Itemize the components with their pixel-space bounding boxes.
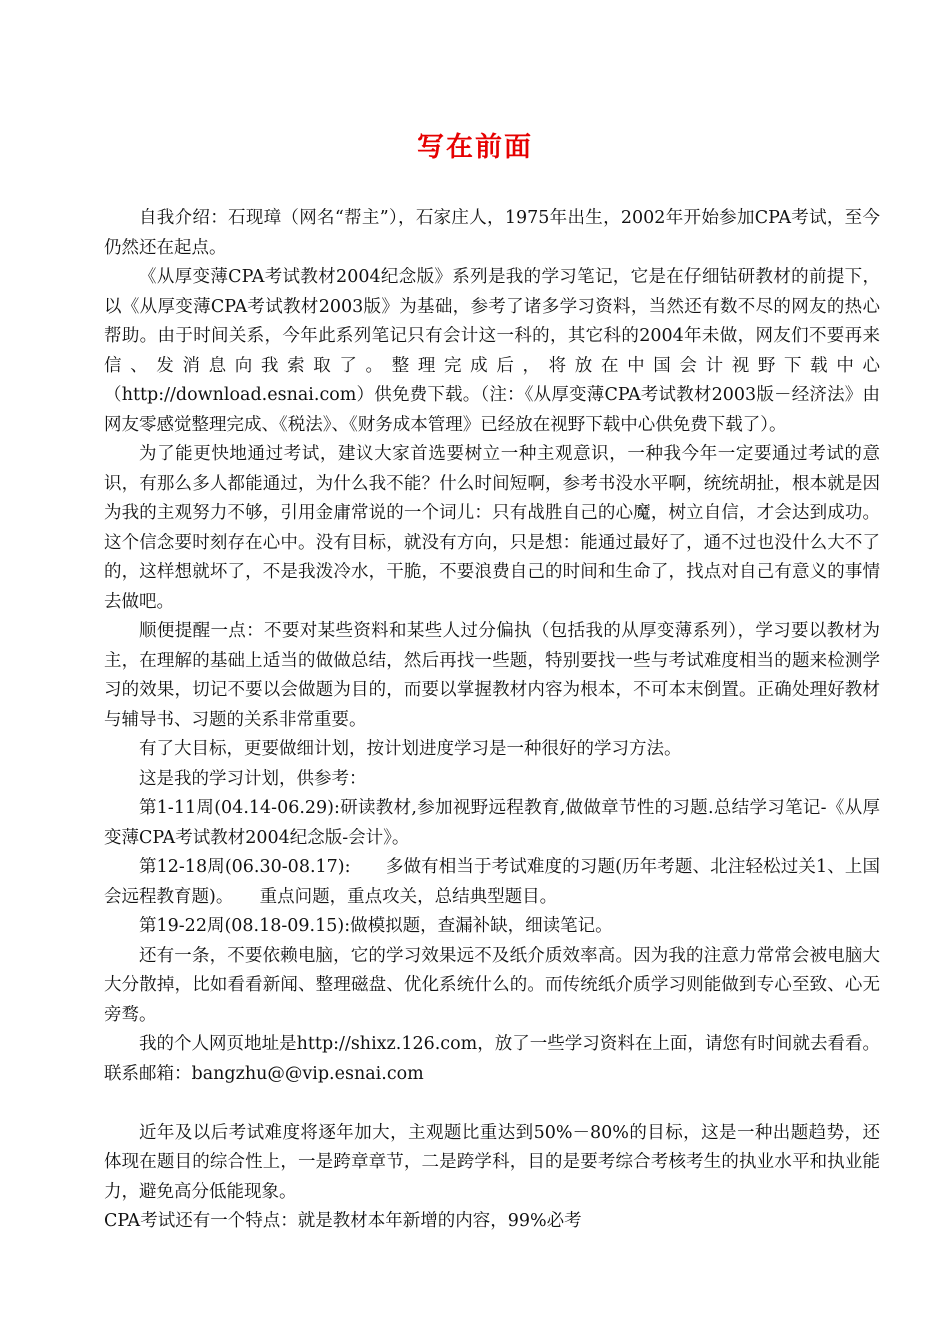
blank-line bbox=[104, 1089, 880, 1119]
plan-item-week-12-18: 第12-18周(06.30-08.17): 多做有相当于考试难度的习题(历年考题、北注轻松过关1、上国会远程教育题)。 重点问题，重点攻关，总结典型题目。 bbox=[104, 857, 880, 907]
plan-item-week-19-22: 第19-22周(08.18-09.15):做模拟题，查漏补缺，细读笔记。 bbox=[139, 916, 613, 936]
document-title: 写在前面 bbox=[417, 132, 533, 163]
paragraph-mindset: 为了能更快地通过考试，建议大家首选要树立一种主观意识，一种我今年一定要通过考试的意识，有那么多人都能通过，为什么我不能？什么时间短啊，参考书没水平啊，统统胡扯，根本就是因为我的主观努力不够，引用金庸常说的一个词儿：只有战胜自己的心魔，树立自信，才会达到成功。这个信念要时刻存在心中。没有目标，就没有方向，只是想：能通过最好了，通不过也没什么大不了的，这样想就坏了，不是我泼冷水，干脆，不要浪费自己的时间和生命了，找点对自己有意义的事情去做吧。 bbox=[104, 444, 880, 612]
plan-item-week-1-11: 第1-11周(04.14-06.29):研读教材,参加视野远程教育,做做章节性的习题.总结学习笔记-《从厚变薄CPA考试教材2004纪念版-会计》。 bbox=[104, 798, 880, 848]
paragraph-contact: 我的个人网页地址是http://shixz.126.com，放了一些学习资料在上面，请您有时间就去看看。联系邮箱：bangzhu@@vip.esnai.com bbox=[104, 1034, 880, 1084]
paragraph-paper-vs-computer: 还有一条，不要依赖电脑，它的学习效果远不及纸介质效率高。因为我的注意力常常会被电脑大大分散掉，比如看看新闻、整理磁盘、优化系统什么的。而传统纸介质学习则能做到专心至致、心无旁骛。 bbox=[104, 945, 880, 1025]
document-body bbox=[104, 204, 880, 1237]
paragraph-series-intro: 《从厚变薄CPA考试教材2004纪念版》系列是我的学习笔记，它是在仔细钻研教材的前提下，以《从厚变薄CPA考试教材2003版》为基础，参考了诸多学习资料，当然还有数不尽的网友的热心帮助。由于时间关系，今年此系列笔记只有会计这一科的，其它科的2004年未做，网友们不要再来信、发消息向我索取了。整理完成后，将放在中国会计视野下载中心（http://download.esnai.com）供免费下载。（注：《从厚变薄CPA考试教材2003版－经济法》由网友零感觉整理完成、《税法》、《财务成本管理》已经放在视野下载中心供免费下载了）。 bbox=[104, 267, 880, 435]
paragraph-plan-reference: 这是我的学习计划，供参考： bbox=[139, 768, 367, 789]
paragraph-self-intro: 自我介绍：石现璋（网名“帮主”），石家庄人，1975年出生，2002年开始参加CPA考试，至今仍然还在起点。 bbox=[104, 208, 880, 258]
paragraph-reminder: 顺便提醒一点：不要对某些资料和某些人过分偏执（包括我的从厚变薄系列），学习要以教材为主，在理解的基础上适当的做做总结，然后再找一些题，特别要找一些与考试难度相当的题来检测学习的效果，切记不要以会做题为目的，而要以掌握教材内容为根本，不可本末倒置。正确处理好教材与辅导书、习题的关系非常重要。 bbox=[104, 621, 880, 730]
paragraph-exam-trend: 近年及以后考试难度将逐年加大，主观题比重达到50%－80%的目标，这是一种出题趋势，还体现在题目的综合性上，一是跨章章节，二是跨学科，目的是要考综合考核考生的执业水平和执业能力，避免高分低能现象。 bbox=[104, 1122, 880, 1202]
paragraph-exam-feature: CPA考试还有一个特点：就是教材本年新增的内容，99%必考 bbox=[104, 1211, 582, 1231]
paragraph-plan-intro: 有了大目标，更要做细计划，按计划进度学习是一种很好的学习方法。 bbox=[139, 739, 682, 759]
